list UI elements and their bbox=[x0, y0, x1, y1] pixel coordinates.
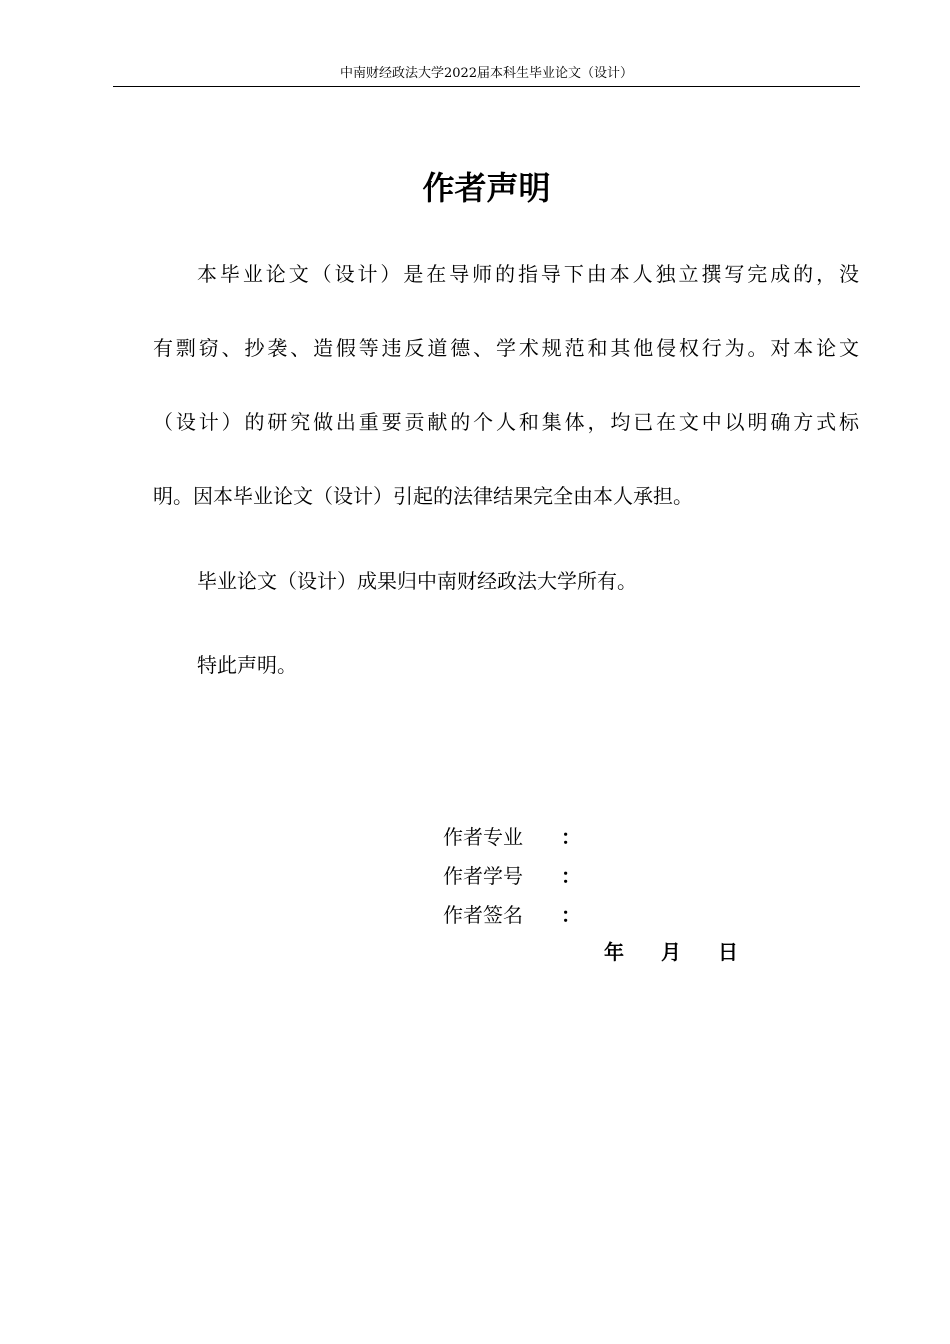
student-id-row bbox=[443, 863, 581, 889]
signature-label: 作者签名 bbox=[443, 903, 523, 927]
closing-paragraph: 特此声明。 bbox=[197, 653, 297, 677]
declaration-line-2: 有剽窃、抄袭、造假等违反道德、学术规范和其他侵权行为。对本论文 bbox=[153, 336, 859, 360]
running-header: 中南财经政法大学2022届本科生毕业论文（设计） bbox=[339, 66, 634, 81]
date-month: 月 bbox=[661, 940, 681, 964]
date-year: 年 bbox=[604, 940, 624, 964]
declaration-line-3: （设计）的研究做出重要贡献的个人和集体，均已在文中以明确方式标 bbox=[153, 410, 859, 434]
signature-colon: ： bbox=[561, 903, 581, 927]
declaration-line-1: 本毕业论文（设计）是在导师的指导下由本人独立撰写完成的，没 bbox=[197, 262, 859, 286]
date-row bbox=[604, 939, 775, 965]
declaration-line-4: 明。因本毕业论文（设计）引起的法律结果完全由本人承担。 bbox=[153, 484, 693, 508]
major-colon: ： bbox=[561, 825, 581, 849]
page-title: 作者声明 bbox=[422, 169, 551, 207]
ownership-paragraph: 毕业论文（设计）成果归中南财经政法大学所有。 bbox=[197, 569, 637, 593]
major-row bbox=[443, 824, 581, 850]
student-id-label: 作者学号 bbox=[443, 864, 523, 888]
student-id-colon: ： bbox=[561, 864, 581, 888]
major-label: 作者专业 bbox=[443, 825, 523, 849]
date-day: 日 bbox=[718, 940, 738, 964]
signature-row bbox=[443, 902, 581, 928]
header-rule bbox=[113, 86, 860, 87]
